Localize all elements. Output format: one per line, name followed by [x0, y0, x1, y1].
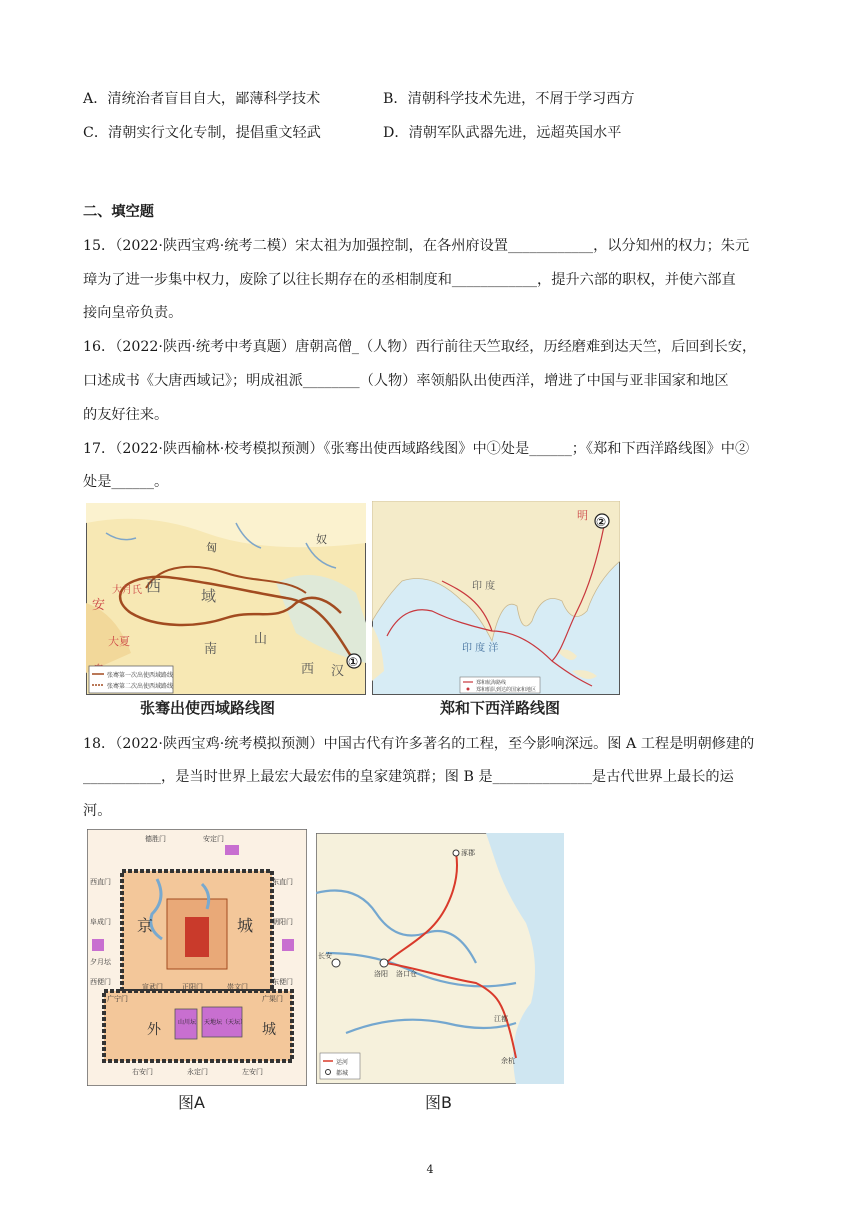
map1-legend-2: 张骞第二次出使西域路线	[107, 683, 174, 690]
zheng-he-route-map	[372, 501, 620, 695]
page-number: 4	[426, 1163, 434, 1176]
figA-gate-yuetan: 夕月坛	[90, 958, 111, 966]
map1-marker-1: ①	[348, 655, 359, 669]
map1-label-anxi1: 安	[92, 598, 106, 613]
figA-label-shanchuan: 山川坛	[178, 1019, 197, 1026]
q16-line-2: 口述成书《大唐西域记》；明成祖派________（人物）率领船队出使西洋，增进了中国与亚非国家和地区	[83, 373, 729, 389]
figB-label-luokou: 洛口仓	[396, 970, 417, 978]
map1-label-nan: 南	[204, 642, 218, 657]
figA-label-wai: 外	[147, 1022, 161, 1038]
map1-label-xihan2: 汉	[331, 664, 345, 679]
map1-caption: 张骞出使西域路线图	[140, 699, 276, 717]
q15-line-3: 接向皇帝负责。	[83, 305, 183, 321]
q15-line-1: 15．（2022·陕西宝鸡·统考二模）宋太祖为加强控制，在各州府设置____________，以分知州的权力；朱元	[83, 238, 750, 254]
q18-line-3: 河。	[83, 803, 112, 819]
figA-gate-dongzhi: 东直门	[272, 878, 293, 886]
map1-label-shan: 山	[254, 632, 268, 647]
figB-label-jiangdu: 江都	[494, 1015, 508, 1023]
figA-gate-guangqu: 广渠门	[262, 995, 283, 1003]
map1-label-xi: 西	[146, 577, 162, 595]
figB-legend-2: 都城	[336, 1070, 349, 1077]
q17-line-1: 17．（2022·陕西榆林·校考模拟预测）《张骞出使西域路线图》中①处是______；《郑和下西洋路线图》中②	[83, 441, 750, 457]
figA-gate-youan: 右安门	[132, 1068, 153, 1076]
map2-label-yindu: 印 度	[472, 581, 496, 592]
q17-line-2: 处是______。	[83, 474, 169, 490]
map2-marker-2: ②	[596, 515, 607, 529]
figA-gate-xibian: 西便门	[90, 978, 111, 986]
figB-caption: 图B	[425, 1093, 452, 1112]
figA-gate-dongbian: 东便门	[272, 978, 293, 986]
figA-label-cheng: 城	[237, 916, 254, 935]
option-b: B．清朝科学技术先进，不屑于学习西方	[383, 91, 635, 107]
map1-label-yu: 域	[201, 587, 217, 605]
figA-gate-chaoyang: 朝阳门	[272, 918, 293, 926]
q18-line-2: ___________，是当时世界上最宏大最宏伟的皇家建筑群；图 B 是______________是古代世界上最长的运	[83, 769, 734, 785]
figA-label-waicheng: 城	[262, 1022, 276, 1038]
figA-gate-anding: 安定门	[203, 835, 224, 843]
map2-legend-1: 郑和航海路线	[476, 680, 507, 686]
grand-canal-map	[316, 833, 564, 1084]
map1-label-dayuezhi: 大月氏	[112, 585, 142, 596]
figA-label-tiantan: 天地坛（天坛）	[204, 1019, 247, 1026]
map1-legend-1: 张骞第一次出使西域路线	[107, 672, 174, 679]
figB-label-luoyang: 洛阳	[374, 970, 388, 978]
option-d: D．清朝军队武器先进，远超英国水平	[383, 125, 622, 141]
figB-label-zhuojun: 涿郡	[461, 849, 475, 857]
figA-gate-xizhi: 西直门	[90, 878, 111, 886]
figB-legend-1: 运河	[336, 1059, 349, 1066]
map2-label-ming: 明	[577, 509, 588, 522]
map1-label-xihan1: 西	[301, 662, 315, 677]
map2-caption: 郑和下西洋路线图	[440, 699, 561, 717]
figA-gate-xuanwu: 宣武门	[142, 983, 163, 991]
map1-label-xiongnu2: 奴	[316, 533, 327, 546]
q16-line-1: 16．（2022·陕西·统考中考真题）唐朝高僧_（人物）西行前往天竺取经，历经磨难到达天竺，后回到长安，	[83, 339, 757, 355]
figA-gate-guangning: 广宁门	[107, 995, 128, 1003]
q18-line-1: 18．（2022·陕西宝鸡·统考模拟预测）中国古代有许多著名的工程，至今影响深远。图 A 工程是明朝修建的	[83, 736, 755, 752]
figA-gate-zuoan: 左安门	[242, 1068, 263, 1076]
figA-gate-fucheng: 阜成门	[90, 918, 111, 926]
map1-label-daxia: 大夏	[108, 635, 130, 648]
figB-label-changan: 长安	[318, 952, 332, 960]
beijing-city-plan	[87, 829, 307, 1086]
q15-line-2: 璋为了进一步集中权力，废除了以往长期存在的丞相制度和____________，提升六部的职权，并使六部直	[83, 272, 736, 288]
figA-gate-zhengyang: 正阳门	[182, 983, 203, 991]
q16-line-3: 的友好往来。	[83, 407, 169, 423]
option-c: C．清朝实行文化专制，提倡重文轻武	[83, 125, 321, 141]
figA-gate-yongding: 永定门	[187, 1068, 208, 1076]
option-a: A．清统治者盲目自大，鄙薄科学技术	[83, 91, 321, 107]
map2-label-ocean: 印 度 洋	[462, 643, 499, 654]
zhang-qian-route-map	[86, 503, 366, 695]
map2-legend-2: 郑和船队到达的国家和地区	[476, 687, 537, 693]
figB-label-yuhang: 余杭	[501, 1057, 515, 1065]
figA-gate-desheng: 德胜门	[145, 835, 166, 843]
map1-label-xiongnu1: 匈	[206, 541, 217, 554]
figA-label-jing: 京	[137, 916, 154, 935]
figA-caption: 图A	[178, 1093, 205, 1112]
section-title: 二、填空题	[83, 204, 154, 220]
figA-gate-chongwen: 崇文门	[227, 983, 248, 991]
